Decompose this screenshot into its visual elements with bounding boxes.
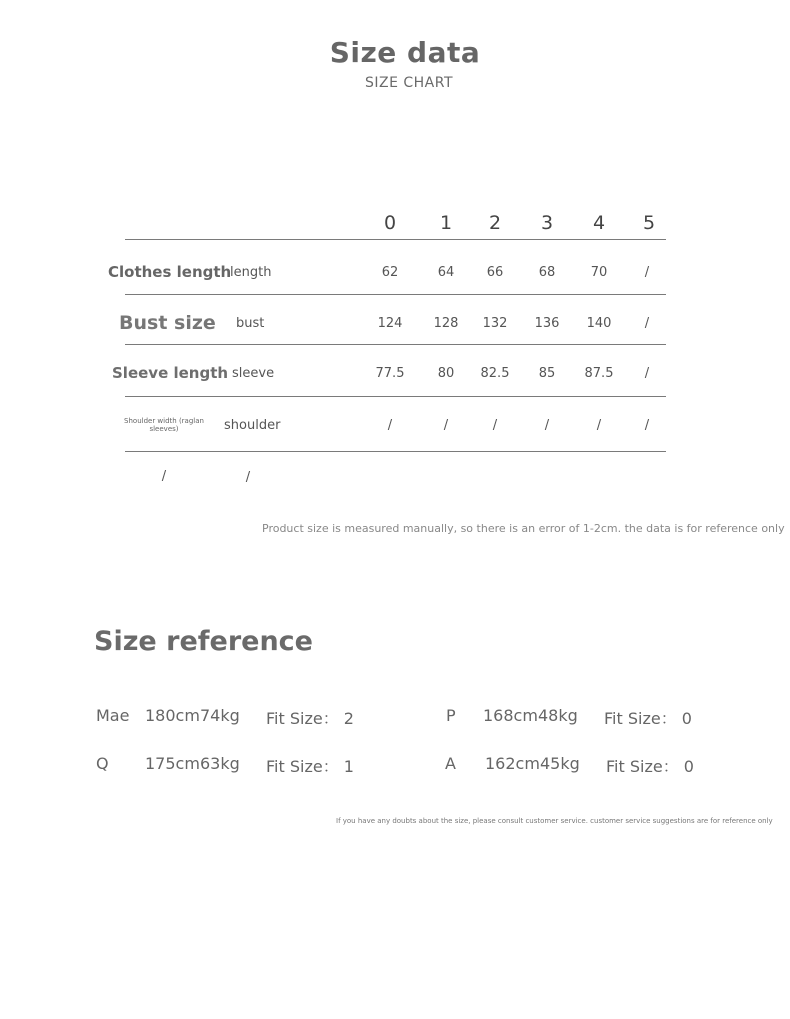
table-divider [125, 239, 666, 240]
reference-note: If you have any doubts about the size, please consult customer service. customer service suggestions are for reference only [336, 817, 773, 825]
column-header: 5 [642, 212, 656, 234]
table-cell: / [161, 469, 167, 484]
column-header: 4 [592, 212, 606, 234]
table-cell: 85 [538, 366, 556, 381]
model-name: P [446, 706, 456, 725]
table-cell: / [387, 418, 393, 433]
measure-note: Product size is measured manually, so there is an error of 1-2cm. the data is for reference only [262, 522, 785, 535]
table-cell: 124 [377, 316, 403, 331]
table-divider [125, 396, 666, 397]
row-label: Bust size [119, 312, 216, 334]
row-label: Sleeve length [112, 364, 229, 382]
table-cell: / [644, 265, 650, 280]
table-cell: 66 [486, 265, 504, 280]
table-cell: / [443, 418, 449, 433]
table-cell: / [644, 366, 650, 381]
column-header: 1 [439, 212, 453, 234]
table-cell: / [492, 418, 498, 433]
table-cell: / [245, 470, 251, 485]
table-cell: / [644, 316, 650, 331]
table-divider [125, 294, 666, 295]
column-header: 0 [383, 212, 397, 234]
row-sublabel: bust [236, 316, 265, 331]
table-cell: / [544, 418, 550, 433]
row-label: Shoulder width (raglan sleeves) [124, 417, 204, 433]
table-cell: 70 [590, 265, 608, 280]
table-cell: 87.5 [584, 366, 614, 381]
table-cell: 140 [586, 316, 612, 331]
table-cell: / [596, 418, 602, 433]
model-height: 180cm [145, 706, 200, 725]
row-sublabel: shoulder [224, 418, 281, 433]
model-height: 168cm [483, 706, 538, 725]
table-cell: 128 [433, 316, 459, 331]
row-label: Clothes length [108, 263, 232, 281]
model-weight: 74kg [200, 706, 240, 725]
table-cell: 64 [437, 265, 455, 280]
row-sublabel: sleeve [232, 366, 275, 381]
row-sublabel: length [230, 265, 272, 280]
column-header: 3 [540, 212, 554, 234]
model-weight: 45kg [540, 754, 580, 773]
table-cell: 136 [534, 316, 560, 331]
model-name: Q [96, 754, 109, 773]
model-fit-size: Fit Size： 1 [266, 757, 354, 776]
table-divider [125, 451, 666, 452]
model-height: 175cm [145, 754, 200, 773]
table-cell: 62 [381, 265, 399, 280]
model-name: Mae [96, 706, 130, 725]
column-header: 2 [488, 212, 502, 234]
model-fit-size: Fit Size： 0 [606, 757, 694, 776]
model-weight: 63kg [200, 754, 240, 773]
model-name: A [445, 754, 456, 773]
model-fit-size: Fit Size： 0 [604, 709, 692, 728]
model-fit-size: Fit Size： 2 [266, 709, 354, 728]
table-divider [125, 344, 666, 345]
table-cell: 132 [482, 316, 508, 331]
reference-title: Size reference [94, 626, 313, 657]
model-height: 162cm [485, 754, 540, 773]
page-subtitle: SIZE CHART [364, 75, 454, 91]
table-cell: 82.5 [480, 366, 510, 381]
table-cell: 68 [538, 265, 556, 280]
table-cell: 77.5 [375, 366, 405, 381]
model-weight: 48kg [538, 706, 578, 725]
table-cell: / [644, 418, 650, 433]
page-title: Size data [329, 36, 481, 69]
table-cell: 80 [437, 366, 455, 381]
